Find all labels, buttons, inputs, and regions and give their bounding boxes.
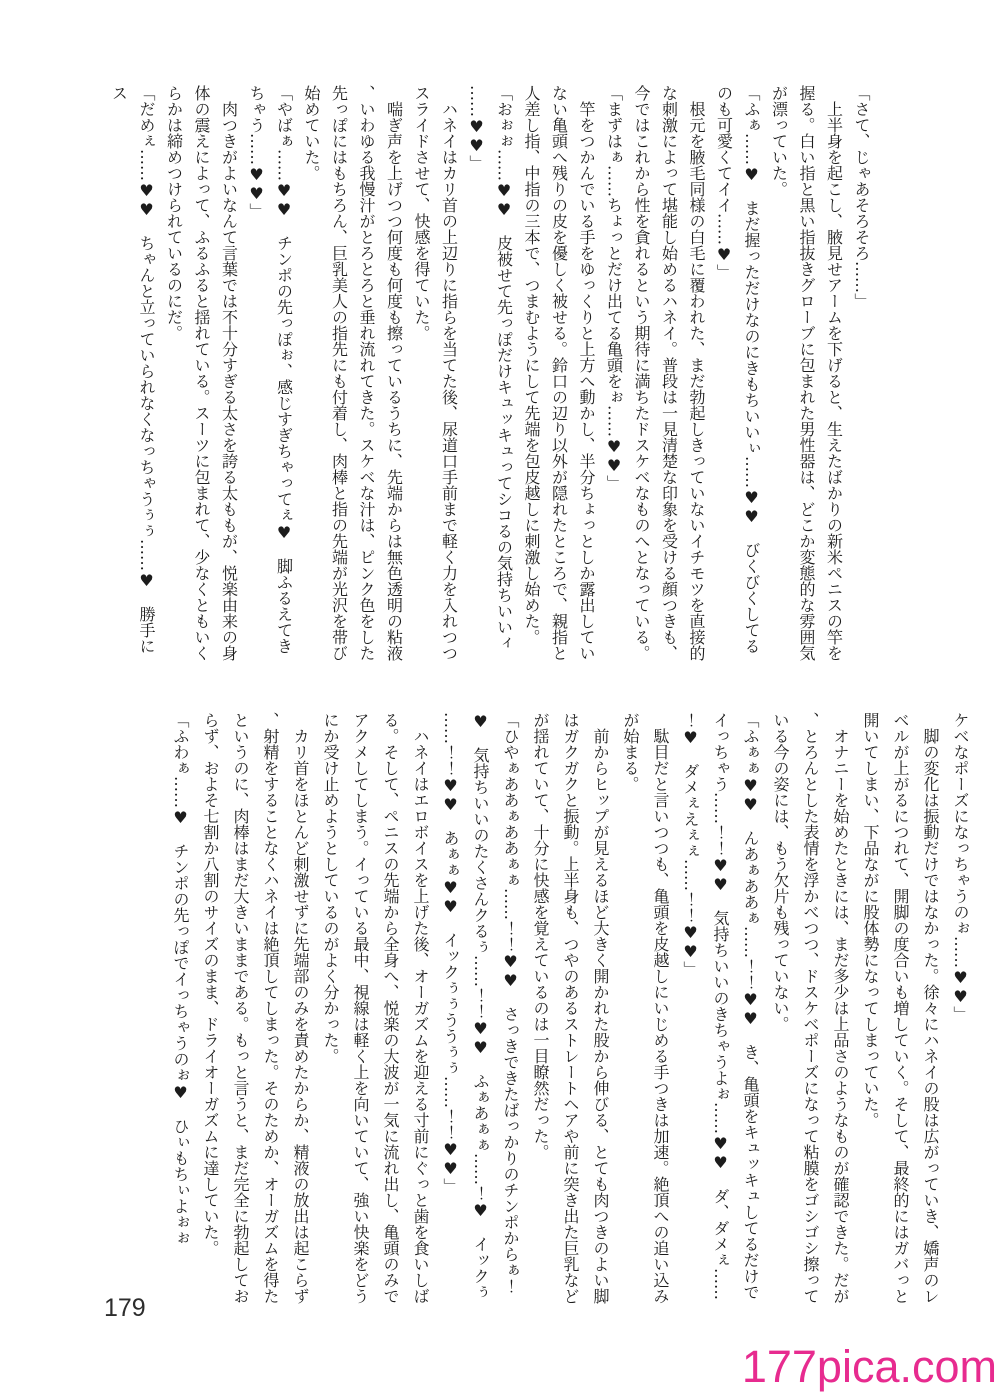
page-number: 179	[104, 1294, 146, 1322]
paragraph: 喘ぎ声を上げつつ何度も何度も擦っているうちに、先端からは無色透明の粘液、いわゆる我慢汁がとろとろと垂れ流れてきた。スケベな汁は、ピンク色をした先っぽにはもちろん、巨乳美人の指先にも付着し、肉棒と指の先端が光沢を帯び始めていた。	[302, 85, 404, 661]
paragraph: 根元を腋毛同様の白毛に覆われた、まだ勃起しきっていないイチモツを直接的な刺激によって堪能し始めるハネイ。普段は一見清楚な印象を受ける顔つきも、今ではこれから性を貪れるという期待に満ちたドスケベなものへとなっている。	[632, 85, 706, 661]
paragraph: 「だめぇ……♥♥ ちゃんと立っていられなくなっちゃうぅぅ……♥ 勝手にス	[109, 85, 156, 654]
text-band-top	[105, 85, 875, 665]
paragraph: 駄目だと言いつつも、亀頭を皮越しにいじめる手つきは加速。絶頂への追い込みが始まる。	[621, 712, 670, 1304]
paragraph: 「さて、じゃあそろそろ……」	[852, 85, 871, 309]
paragraph: 「やばぁ……♥♥ チンポの先っぽぉ、感じすぎちゃってぇ♥ 脚ふるえてきちゃう……♥♥」	[247, 85, 294, 654]
paragraph: 肉つきがよいなんて言葉では不十分すぎる太さを誇る太ももが、悦楽由来の身体の震えによって、ふるふると揺れている。スーツに包まれて、少なくともいくらかは締めつけられているのにだ。	[164, 85, 239, 661]
paragraph: 「ふぁ……♥ まだ握っただけなのにきもちいいぃ……♥♥ びくびくしてるのも可愛くてイイ……♥」	[714, 85, 761, 654]
text-band-bottom	[165, 712, 975, 1312]
paragraph: 「ふぁぁ♥♥ んあぁああぁ……！！♥♥ き、亀頭をキュッキュしてるだけでイっちゃう……！！♥♥ 気持ちいいのきちゃうよぉ……♥♥ ダ、ダメぇ……！♥ ダメぇえぇぇ……！！♥♥」	[681, 712, 760, 1300]
paragraph: カリ首をほとんど刺激せずに先端部のみを責めたからか、精液の放出は起こらず、射精をすることなくハネイは絶頂してしまった。そのためか、オーガズムを得たというのに、肉棒はまだ大きいままである。もっと言うと、まだ完全に勃起しておらず、およそ七割か八割のサイズのまま、ドライオーガズムに達していた。	[201, 712, 310, 1304]
paragraph: 「ふわぁ……♥ チンポの先っぽでイっちゃうのぉ♥ ひぃもちぃよぉぉ	[171, 712, 190, 1246]
paragraph: オナニーを始めたときには、まだ多少は上品さのようなものが確認できた。だが、とろんとした表情を浮かべつつ、ドスケベポーズになって粘膜をゴシゴシ擦っている今の姿には、もう欠片も残っていない。	[771, 712, 850, 1304]
paragraph: 竿をつかんでいる手をゆっくりと上方へ動かし、半分ちょっとしか露出していない亀頭へ残りの皮を優しく被せる。鈴口の辺り以外が隠れたところで、親指と人差し指、中指の三本で、つまむようにして先端を包皮越しに刺激し始めた。	[522, 85, 596, 661]
paragraph: 「まずはぁ……ちょっとだけ出てる亀頭をぉ……♥♥」	[604, 85, 624, 491]
paragraph: 「おぉぉ……♥♥ 皮被せて先っぽだけキュッキュってシコるの気持ちいいィ……♥♥」	[467, 85, 514, 651]
paragraph: 前からヒップが見えるほど大きく開かれた股から伸びる、とても肉つきのよい脚はガクガクと振動。上半身も、つやのあるストレートヘアや前に突き出た巨乳などが揺れていて、十分に快感を覚えているのは一目瞭然だった。	[531, 712, 610, 1304]
paragraph: ケベなポーズになっちゃうのぉ……♥♥」	[951, 712, 970, 1022]
paragraph: 脚の変化は振動だけではなかった。徐々にハネイの股は広がっていき、嬌声のレベルが上がるにつれて、開脚の度合いも増していく。そして、最終的にはガバっと開いてしまい、下品ながに股体勢になってしまっていた。	[861, 712, 940, 1304]
watermark-177pica: 177pica.com	[741, 1341, 997, 1392]
paragraph: ハネイはカリ首の上辺りに指らを当てた後、尿道口手前まで軽く力を入れつつスライドさせて、快感を得ていた。	[412, 85, 459, 661]
paragraph: ハネイはエロボイスを上げた後、オーガズムを迎える寸前にぐっと歯を食いしばる。そして、ペニスの先端から全身へ、悦楽の大波が一気に流れ出し、亀頭のみでアクメしてしまう。イっている最中、視線は軽く上を向いていて、強い快楽をどうにか受け止めようとしているのがよく分かった。	[321, 712, 430, 1304]
paragraph: 上半身を起こし、腋見せアームを下げると、生えたばかりの新米ペニスの竿を握る。白い指と黒い指抜きグローブに包まれた男性器は、どこか変態的な雰囲気が漂っていた。	[769, 85, 844, 661]
paragraph: 「ひやぁああぁああぁぁ……！！♥♥ さっきできたばっかりのチンポからぁ！♥ 気持ちいいのたくさんクるぅ……！！♥♥ ふぁあぁぁ……！♥ イックぅ……！！♥♥ あぁぁ♥♥ イックぅぅううぅぅ……！！♥♥」	[441, 712, 520, 1300]
